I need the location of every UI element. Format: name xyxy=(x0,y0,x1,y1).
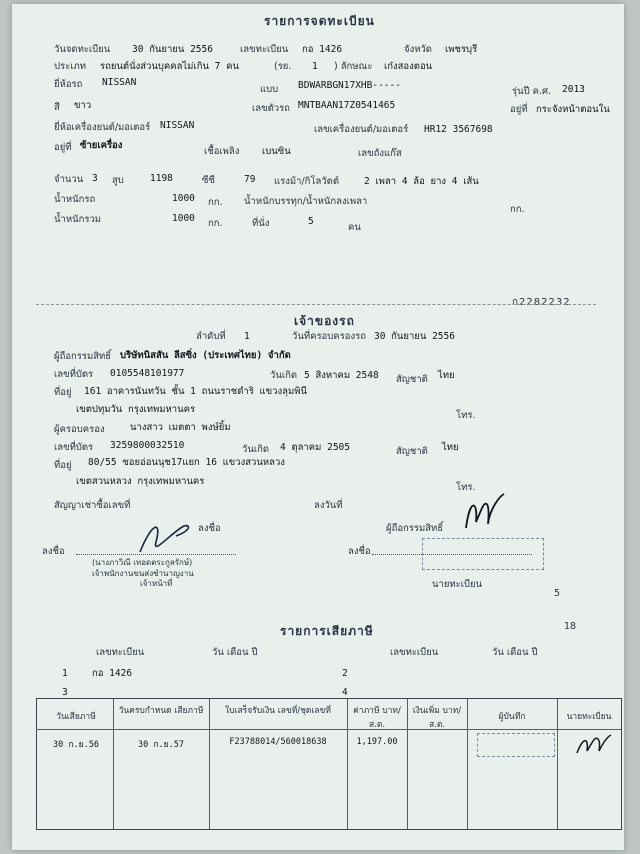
officer-title: เจ้าพนักงานขนส่งชำนาญงาน xyxy=(92,569,194,578)
fuel-label: เชื้อเพลิง xyxy=(204,146,240,157)
tax-header: วันเสียภาษี xyxy=(56,712,96,722)
tax-col-sep xyxy=(467,699,468,829)
reg-date-label: วันจดทะเบียน xyxy=(54,44,111,55)
tax-header: ค่าภาษี บาท/ส.ต. xyxy=(353,706,401,730)
tax-title: รายการเสียภาษี xyxy=(280,624,374,638)
style: เก๋งสองตอน xyxy=(384,61,433,72)
tax-col-plate-right: เลขทะเบียน xyxy=(390,647,439,658)
load-label: น้ำหนักบรรทุก/น้ำหนักลงเพลา xyxy=(244,196,368,207)
nat: ไทย xyxy=(438,370,455,381)
officer-signature xyxy=(132,512,202,558)
tax-header: ผู้บันทึก xyxy=(498,712,526,722)
model-year: 2013 xyxy=(562,84,585,95)
cyl-unit: สูบ xyxy=(112,175,124,186)
color: ขาว xyxy=(74,100,92,111)
tax-header: วันครบกำหนด เสียภาษี xyxy=(118,706,204,716)
model-label: แบบ xyxy=(260,84,279,95)
model-year-label: รุ่นปี ค.ศ. xyxy=(512,86,552,97)
cyl: 3 xyxy=(92,173,98,184)
brand: NISSAN xyxy=(102,77,137,88)
ptel-label: โทร. xyxy=(456,482,476,493)
tax-header: นายทะเบียน xyxy=(566,712,612,722)
addr1: 161 อาคารนันทวัน ชั้น 1 ถนนราชดำริ แขวงลุมพินี xyxy=(84,386,307,397)
paddr1: 80/55 ซอยอ่อนนุช17แยก 16 แขวงสวนหลวง xyxy=(88,457,285,468)
tax-cell: 30 ก.ย.56 xyxy=(53,740,99,750)
tax-col-date-right: วัน เดือน ปี xyxy=(492,647,538,658)
registration-book-page xyxy=(12,4,624,850)
gross: 1000 xyxy=(172,213,195,224)
pnat-label: สัญชาติ xyxy=(396,446,428,457)
chassis-loc: กระจังหน้าตอนใน xyxy=(536,104,610,115)
chassis-label: เลขตัวรถ xyxy=(252,103,290,114)
type-label: ประเภท xyxy=(54,61,87,72)
pborn-label: วันเกิด xyxy=(242,444,269,455)
owner-title: เจ้าของรถ xyxy=(294,314,355,328)
tax-col-date-left: วัน เดือน ปี xyxy=(212,647,258,658)
model: BDWARBGN17XHB----- xyxy=(298,80,401,91)
rb-label: (รย. xyxy=(274,61,292,72)
color-label: สี xyxy=(54,102,60,113)
officer-name: (นางภาวิณี เทอดตระกูลรักษ์) xyxy=(92,558,193,567)
tax-row1-plate: กอ 1426 xyxy=(92,668,133,679)
cc: 1198 xyxy=(150,173,173,184)
tax-col-sep xyxy=(113,699,114,829)
order-label: ลำดับที่ xyxy=(196,331,226,342)
engine-brand-label: ยี่ห้อเครื่องยนต์/มอเตอร์ xyxy=(54,122,151,133)
tax-col-plate-left: เลขทะเบียน xyxy=(96,647,145,658)
addr2: เขตปทุมวัน กรุงเทพมหานคร xyxy=(76,404,196,415)
seats-unit: คน xyxy=(348,222,361,233)
axles: 2 เพลา 4 ล้อ ยาง 4 เส้น xyxy=(364,176,479,187)
tax-cell: 1,197.00 xyxy=(356,737,398,747)
tax-row4-num: 4 xyxy=(342,687,348,698)
engine-loc: ซ้ายเครื่อง xyxy=(80,140,123,151)
registration-title: รายการจดทะเบียน xyxy=(264,14,375,28)
fuel: เบนซิน xyxy=(262,146,291,157)
holder-sign-label: ผู้ถือกรรมสิทธิ์ xyxy=(386,523,444,534)
officer-role: เจ้าหน้าที่ xyxy=(140,579,173,588)
pid: 3259800032510 xyxy=(110,440,185,451)
hp-unit: แรงม้า/กิโลวัตต์ xyxy=(274,176,340,187)
weight-kg: กก. xyxy=(208,197,223,208)
tax-table-header-line xyxy=(37,729,621,730)
seats-label: ที่นั่ง xyxy=(252,218,270,229)
holder-label: ผู้ถือกรรมสิทธิ์ xyxy=(54,351,112,362)
paddr-label: ที่อยู่ xyxy=(54,460,72,471)
tax-registrar-signature xyxy=(573,729,613,759)
chassis: MNTBAAN17Z0541465 xyxy=(298,100,396,111)
tax-row1-num: 1 xyxy=(62,668,68,679)
plate-label: เลขทะเบียน xyxy=(240,44,289,55)
nat-label: สัญชาติ xyxy=(396,374,428,385)
born: 5 สิงหาคม 2548 xyxy=(304,370,379,381)
province-label: จังหวัด xyxy=(404,44,432,55)
possessor-label: ผู้ครอบครอง xyxy=(54,424,105,435)
tel-label: โทร. xyxy=(456,410,476,421)
tax-cell: 30 ก.ย.57 xyxy=(138,740,184,750)
engine-no-label: เลขเครื่องยนต์/มอเตอร์ xyxy=(314,124,409,135)
contract-date-label: ลงวันที่ xyxy=(314,500,343,511)
style-label: ) ลักษณะ xyxy=(334,61,373,72)
tax-row3-num: 3 xyxy=(62,687,68,698)
id: 0105548101977 xyxy=(110,368,185,379)
type: รถยนต์นั่งส่วนบุคคลไม่เกิน 7 คน xyxy=(100,61,239,72)
province: เพชรบุรี xyxy=(445,44,478,55)
chassis-loc-label: อยู่ที่ xyxy=(510,104,528,115)
engine-no: HR12 3567698 xyxy=(424,124,493,135)
engine-loc-label: อยู่ที่ xyxy=(54,142,72,153)
gross-label: น้ำหนักรวม xyxy=(54,214,102,225)
gross-kg: กก. xyxy=(208,218,223,229)
weight: 1000 xyxy=(172,193,195,204)
possessor: นางสาว เมตตา พงษ์ยิ้ม xyxy=(130,422,231,433)
gas-label: เลขถังแก๊ส xyxy=(358,148,402,159)
reg-date: 30 กันยายน 2556 xyxy=(132,44,213,55)
cyl-label: จำนวน xyxy=(54,174,84,185)
hp: 79 xyxy=(244,174,256,185)
tax-col-sep xyxy=(347,699,348,829)
registrar-label: นายทะเบียน xyxy=(432,579,483,590)
official-stamp xyxy=(422,538,544,570)
pid-label: เลขที่บัตร xyxy=(54,442,94,453)
load-kg: กก. xyxy=(510,204,525,215)
tax-row2-num: 2 xyxy=(342,668,348,679)
pborn: 4 ตุลาคม 2505 xyxy=(280,442,350,453)
tax-table xyxy=(36,698,622,830)
sign-label-left: ลงชื่อ xyxy=(42,546,65,557)
rb-value: 1 xyxy=(312,61,318,72)
pnat: ไทย xyxy=(442,442,459,453)
since-label: วันที่ครอบครองรถ xyxy=(292,331,366,342)
cc-unit: ซีซี xyxy=(202,175,215,186)
tax-header: เงินเพิ่ม บาท/ส.ต. xyxy=(412,706,462,730)
tax-col-sep xyxy=(407,699,408,829)
paddr2: เขตสวนหลวง กรุงเทพมหานคร xyxy=(76,476,205,487)
seats: 5 xyxy=(308,216,314,227)
engine-brand: NISSAN xyxy=(160,120,195,131)
since: 30 กันยายน 2556 xyxy=(374,331,455,342)
tax-stamp xyxy=(477,733,555,757)
holder: บริษัทนิสสัน ลีสซิ่ง (ประเทศไทย) จำกัด xyxy=(120,350,291,361)
holder-signature xyxy=(460,488,510,534)
id-label: เลขที่บัตร xyxy=(54,369,94,380)
officer-sign-label: ลงชื่อ xyxy=(198,523,221,534)
stamp-number: ก2282232 xyxy=(512,297,571,308)
tax-col-sep xyxy=(209,699,210,829)
weight-label: น้ำหนักรถ xyxy=(54,194,96,205)
addr-label: ที่อยู่ xyxy=(54,387,72,398)
divider xyxy=(36,304,596,305)
brand-label: ยี่ห้อรถ xyxy=(54,79,83,90)
born-label: วันเกิด xyxy=(270,370,297,381)
tax-header: ใบเสร็จรับเงิน เลขที่/ชุดเลขที่ xyxy=(225,706,331,716)
page-number-2: 18 xyxy=(564,621,577,632)
sign-label-right: ลงชื่อ xyxy=(348,546,371,557)
contract-label: สัญญาเช่าซื้อเลขที่ xyxy=(54,500,131,511)
plate: กอ 1426 xyxy=(302,44,343,55)
order: 1 xyxy=(244,331,250,342)
tax-cell: F23788014/560018638 xyxy=(229,737,327,747)
page-number: 5 xyxy=(554,588,561,599)
tax-col-sep xyxy=(557,699,558,829)
